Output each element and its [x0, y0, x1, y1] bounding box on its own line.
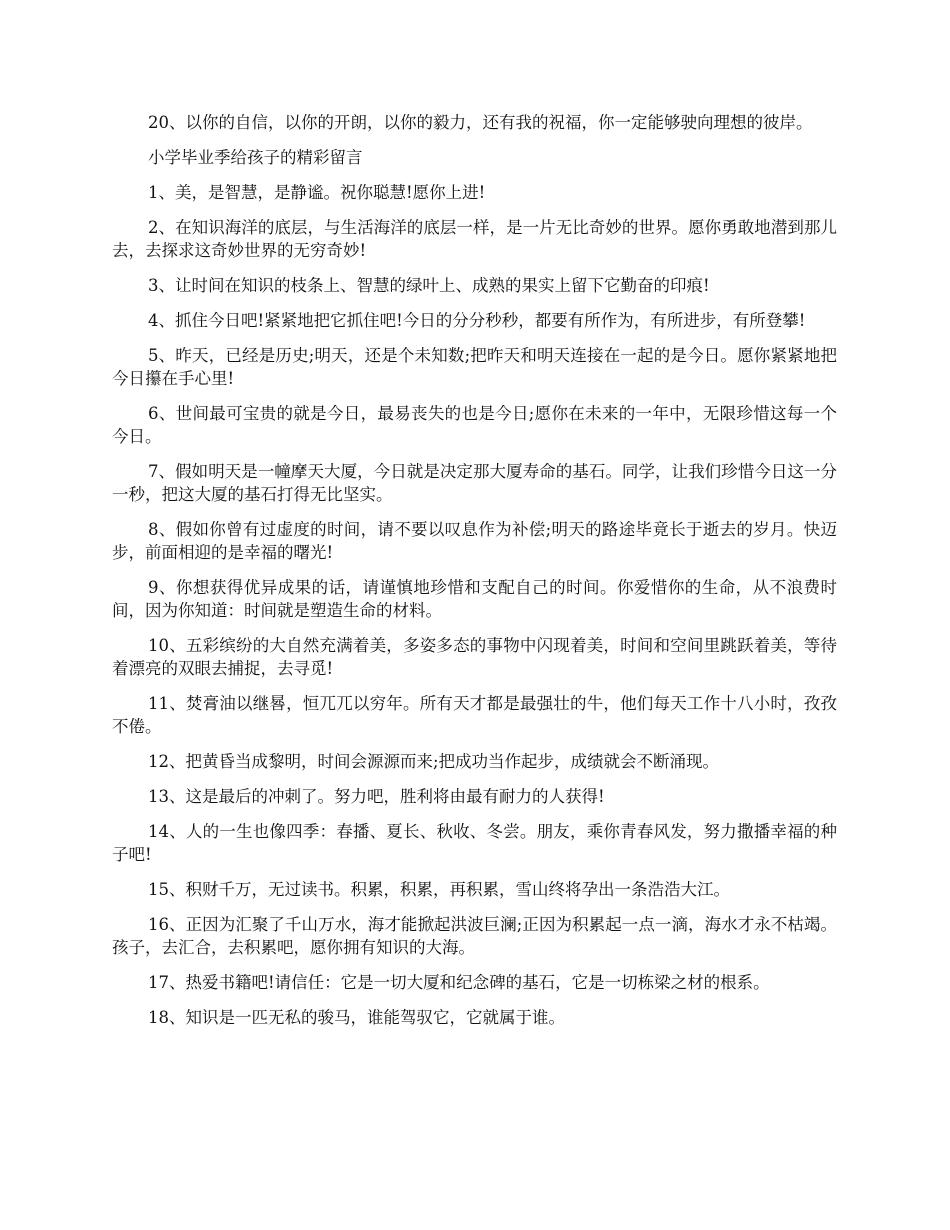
document-body	[112, 111, 837, 1041]
paragraph-item-2: 2、在知识海洋的底层，与生活海洋的底层一样，是一片无比奇妙的世界。愿你勇敢地潜到那儿去，去探求这奇妙世界的无穷奇妙!	[112, 218, 837, 260]
paragraph-item-12: 12、把黄昏当成黎明，时间会源源而来;把成功当作起步，成绩就会不断涌现。	[148, 752, 720, 771]
paragraph-item-10: 10、五彩缤纷的大自然充满着美，多姿多态的事物中闪现着美，时间和空间里跳跃着美，等待着漂亮的双眼去捕捉，去寻觅!	[112, 636, 837, 678]
paragraph-item-18: 18、知识是一匹无私的骏马，谁能驾驭它，它就属于谁。	[148, 1008, 565, 1027]
paragraph-item-14: 14、人的一生也像四季：春播、夏长、秋收、冬尝。朋友，乘你青春风发，努力撒播幸福的种子吧!	[112, 822, 837, 864]
paragraph-item-8: 8、假如你曾有过虚度的时间，请不要以叹息作为补偿;明天的路途毕竟长于逝去的岁月。快迈步，前面相迎的是幸福的曙光!	[112, 520, 837, 562]
paragraph-item-17: 17、热爱书籍吧!请信任：它是一切大厦和纪念碑的基石，它是一切栋梁之材的根系。	[148, 973, 770, 992]
paragraph-item-5: 5、昨天，已经是历史;明天，还是个未知数;把昨天和明天连接在一起的是今日。愿你紧紧地把今日攥在手心里!	[112, 346, 837, 388]
paragraph-item-4: 4、抓住今日吧!紧紧地把它抓住吧!今日的分分秒秒，都要有所作为，有所进步，有所登攀!	[148, 311, 806, 330]
paragraph-item-9: 9、你想获得优异成果的话，请谨慎地珍惜和支配自己的时间。你爱惜你的生命，从不浪费时间，因为你知道：时间就是塑造生命的材料。	[112, 578, 837, 620]
paragraph-item-3: 3、让时间在知识的枝条上、智慧的绿叶上、成熟的果实上留下它勤奋的印痕!	[148, 276, 710, 295]
section-heading: 小学毕业季给孩子的精彩留言	[148, 148, 363, 167]
paragraph-item-1: 1、美，是智慧，是静谧。祝你聪慧!愿你上进!	[148, 183, 486, 202]
paragraph-item-7: 7、假如明天是一幢摩天大厦，今日就是决定那大厦寿命的基石。同学，让我们珍惜今日这一分一秒，把这大厦的基石打得无比坚实。	[112, 462, 837, 504]
paragraph-item-11: 11、焚膏油以继晷，恒兀兀以穷年。所有天才都是最强壮的牛，他们每天工作十八小时，孜孜不倦。	[112, 694, 837, 736]
paragraph-item-15: 15、积财千万，无过读书。积累，积累，再积累，雪山终将孕出一条浩浩大江。	[148, 880, 730, 899]
paragraph-item-16: 16、正因为汇聚了千山万水，海才能掀起洪波巨澜;正因为积累起一点一滴，海水才永不枯竭。孩子，去汇合，去积累吧，愿你拥有知识的大海。	[112, 915, 837, 957]
paragraph-item-13: 13、这是最后的冲刺了。努力吧，胜利将由最有耐力的人获得!	[148, 787, 605, 806]
paragraph-item-6: 6、世间最可宝贵的就是今日，最易丧失的也是今日;愿你在未来的一年中，无限珍惜这每一个今日。	[112, 404, 837, 446]
paragraph-item-20: 20、以你的自信，以你的开朗，以你的毅力，还有我的祝福，你一定能够驶向理想的彼岸。	[148, 113, 813, 132]
